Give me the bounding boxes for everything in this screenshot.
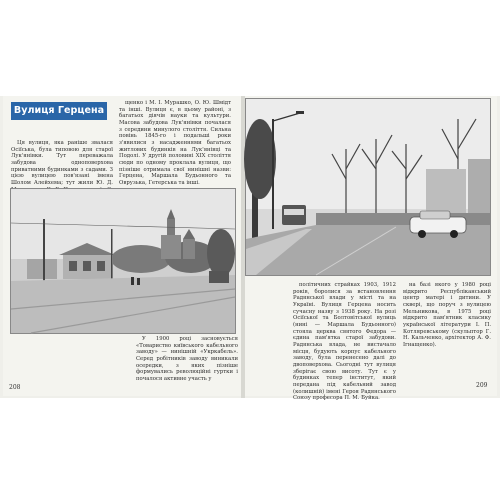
page-number: 208 — [9, 384, 21, 391]
modern-street-photo — [245, 98, 491, 276]
section-title: Вулиця Герцена — [11, 102, 107, 120]
left-text-column-3 — [136, 336, 238, 382]
historical-street-illustration — [11, 189, 235, 333]
page-number: 209 — [476, 382, 488, 389]
paragraph: політичних страйках 1903, 1912 років, боролися за встановлення Радянської влади у місті та на Україні. Вулиця Герцена носить сучасну назву з 1938 року. На розі Осіїської та Болтовітської вулиць (нині — Маршала Будьонного) стояла церква святого Федора — єдина пам'ятка старої забудови. Радянська влада, не вистачало місця, будують корпус кабельного заводу, була перенесено далі до двоповерхова. Сьогодні тут вулиця зберігає свою висоту. Тут є у будинках тепер інститут, який передана під кабельний завод (колишній) імені Героя Радянського Союзу професора П. М. Буйка. — [293, 282, 396, 402]
paragraph: Ця вулиця, яка раніше звалася Осіїська, була типовою для старої Лук'янівки. Тут переважала забудова одноповерхова приватними будинками з садами. З цією вулицею пов'язані імена Шолом Алейхема; тут жили Ю. Д. — [11, 140, 113, 186]
modern-street-illustration — [246, 99, 490, 275]
right-text-column-2 — [403, 282, 491, 348]
paragraph: на базі якого у 1980 році відкрито Республіканський центр матері і дитини. У сквері, що поруч з вулицею Мельникова, в 1975 році відкрито пам'ятник класику української літератури І. П. Котляревському (скульптор Г. Н. Кальченко, архітектор А. Ф. Ігнащенко). — [403, 282, 491, 348]
right-page — [245, 96, 497, 402]
left-text-column-2 — [119, 100, 231, 186]
paragraph: щенко і М. І. Мурашко, О. Ю. Шмідт та інші. Вулиця є, в цьому районі, з багатьох діячів науки та культури. Масова забудова Лук'янівки почалася з середини минулого століття. Сильна повінь 1845-го і подальшi роки з'явилися з насадженнями багатьох житлових будинків на Лук'янівці та Подолі. У другiй половині XIX століття сюди по одному проклала вулиця, що пізніше отримала свої нинішні назви: Герцена, Маршала Будьонного та Оврузька, Гетерська та інші. — [119, 100, 231, 186]
left-page — [3, 96, 241, 396]
historical-street-photo — [10, 188, 236, 334]
paragraph: У 1900 році засновується «Товариство київського кабельного заводу» — нинішній «Укркабель». Серед робітників заводу виникали осередки, з яких пізніше формувались революційні гуртки і почалося активне участь у — [136, 336, 238, 382]
right-text-column-1 — [293, 282, 396, 402]
